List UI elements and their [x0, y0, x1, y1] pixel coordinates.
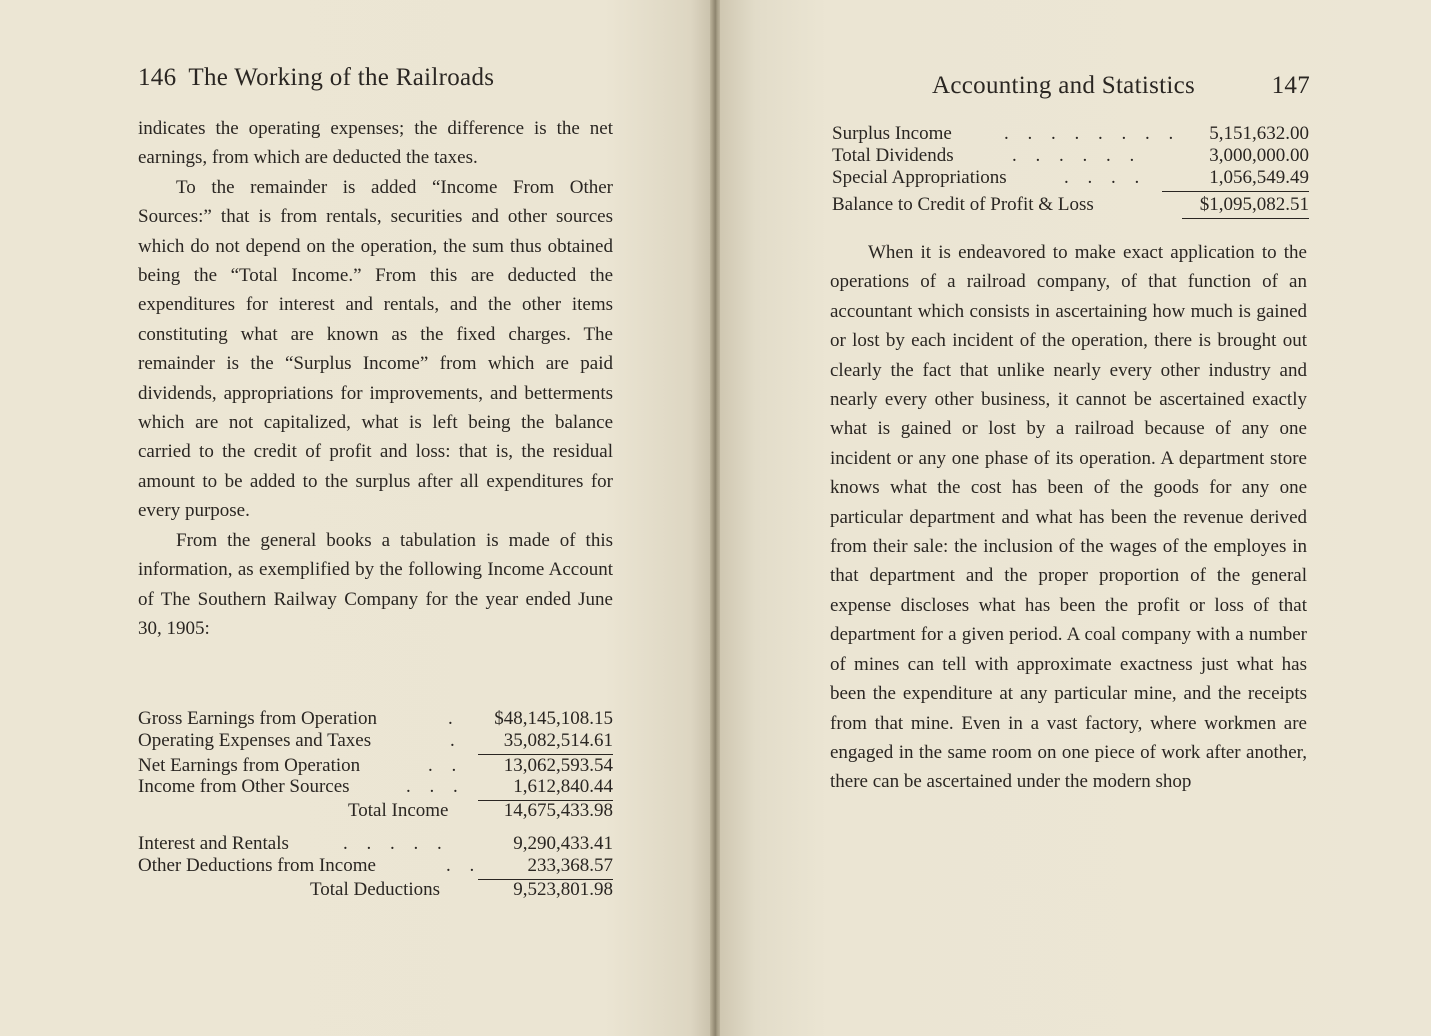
paragraph: When it is endeavored to make exact application to the operations of a railroad company, of that function of an accountant which consists in ascertaining how much is gained or lost by each incident of the operation, there is brought out clearly the fact that unlike nearly every other industry and nearly every other business, it cannot be ascertained exactly what is gained or lost by a railroad because of any one incident or any one phase of its operation. A department store knows what the cost has been of the goods for any one particular department and what has been the revenue derived from their sale: the inclusion of the wages of the employes in that department and the proper proportion of the general expense discloses what has been the profit or loss of that department for a given period. A coal company with a number of mines can tell with approximate exactness just what has been the expenditure at any particular mine, and the receipts from that mine. Even in a vast factory, where workmen are engaged in the same room on one piece of work after another, there can be ascertained under the modern shop [830, 242, 1307, 793]
table-row [832, 123, 1309, 145]
leader-dots: . [450, 730, 462, 751]
running-title: Accounting and Statistics [932, 72, 1196, 99]
table-row [138, 776, 613, 798]
leader-dots: . . . . [1064, 167, 1147, 188]
row-label: Gross Earnings from Operation [138, 708, 378, 729]
row-amount: 3,000,000.00 [1209, 145, 1309, 166]
surplus-account-table [832, 123, 1309, 223]
paragraph: To the remainder is added “Income From Other Sources:” that is from rentals, securities and other sources which do not depend on the operation, the sum thus obtained being the “Total Income.” From this are deducted the expenditures for interest and rentals, and the other items constituting what are known as the fixed charges. The remainder is the “Surplus Income” from which are paid dividends, appropriations for improvements, and betterments which are not capitalized, what is left being the balance carried to the credit of profit and loss: that is, the residual amount to be added to the surplus after all expenditures for every purpose. [138, 176, 613, 522]
table-row [138, 800, 613, 822]
row-label: Income from Other Sources [138, 776, 350, 797]
row-label: Other Deductions from Income [138, 855, 376, 876]
table-row [832, 167, 1309, 189]
row-amount: 1,056,549.49 [1209, 167, 1309, 188]
row-amount: 13,062,593.54 [503, 755, 613, 776]
leader-dots: . . [446, 855, 482, 876]
page-number: 147 [1271, 72, 1310, 99]
table-row [138, 755, 613, 777]
sum-rule [1162, 191, 1309, 192]
row-amount: 233,368.57 [527, 855, 613, 876]
right-body-text [830, 238, 1307, 797]
leader-dots: . . . . . [343, 833, 449, 854]
row-label: Net Earnings from Operation [138, 755, 361, 776]
table-row [138, 730, 613, 752]
row-amount: 1,612,840.44 [513, 776, 613, 797]
total-deductions-amount: 9,523,801.98 [513, 879, 613, 900]
table-row [138, 708, 613, 730]
table-row [138, 833, 613, 855]
table-row [138, 879, 613, 901]
row-label: Total Dividends [832, 145, 954, 166]
row-label: Surplus Income [832, 123, 952, 144]
table-row [832, 145, 1309, 167]
total-deductions-label: Total Deductions [310, 879, 441, 900]
row-label: Operating Expenses and Taxes [138, 730, 372, 751]
balance-label: Balance to Credit of Profit & Loss [832, 194, 1094, 215]
page-number: 146 [138, 64, 177, 91]
table-row [138, 855, 613, 877]
row-amount: $48,145,108.15 [494, 708, 613, 729]
total-income-label: Total Income [348, 800, 449, 821]
leader-dots: . . . . . . . . [1004, 123, 1181, 144]
running-title: The Working of the Railroads [188, 64, 495, 91]
paragraph: From the general books a tabulation is made of this information, as exemplified by the following Income Account of The Southern Railway Company for the year ended June 30, 1905: [138, 529, 613, 639]
left-running-head [138, 64, 608, 92]
row-amount: 5,151,632.00 [1209, 123, 1309, 144]
row-label: Interest and Rentals [138, 833, 289, 854]
table-row [832, 194, 1309, 216]
left-body-text [138, 114, 613, 643]
sum-rule [1182, 218, 1309, 219]
leader-dots: . . [428, 755, 464, 776]
left-page [0, 0, 712, 1036]
leader-dots: . . . . . . [1012, 145, 1142, 166]
row-amount: 9,290,433.41 [513, 833, 613, 854]
leader-dots: . . . [406, 776, 465, 797]
row-label: Special Appropriations [832, 167, 1007, 188]
leader-dots: . [448, 708, 460, 729]
row-amount: 35,082,514.61 [503, 730, 613, 751]
balance-amount: $1,095,082.51 [1199, 194, 1309, 215]
paragraph: indicates the operating expenses; the difference is the net earnings, from which are deducted the taxes. [138, 118, 613, 169]
income-account-table [138, 708, 613, 908]
total-income-amount: 14,675,433.98 [503, 800, 613, 821]
